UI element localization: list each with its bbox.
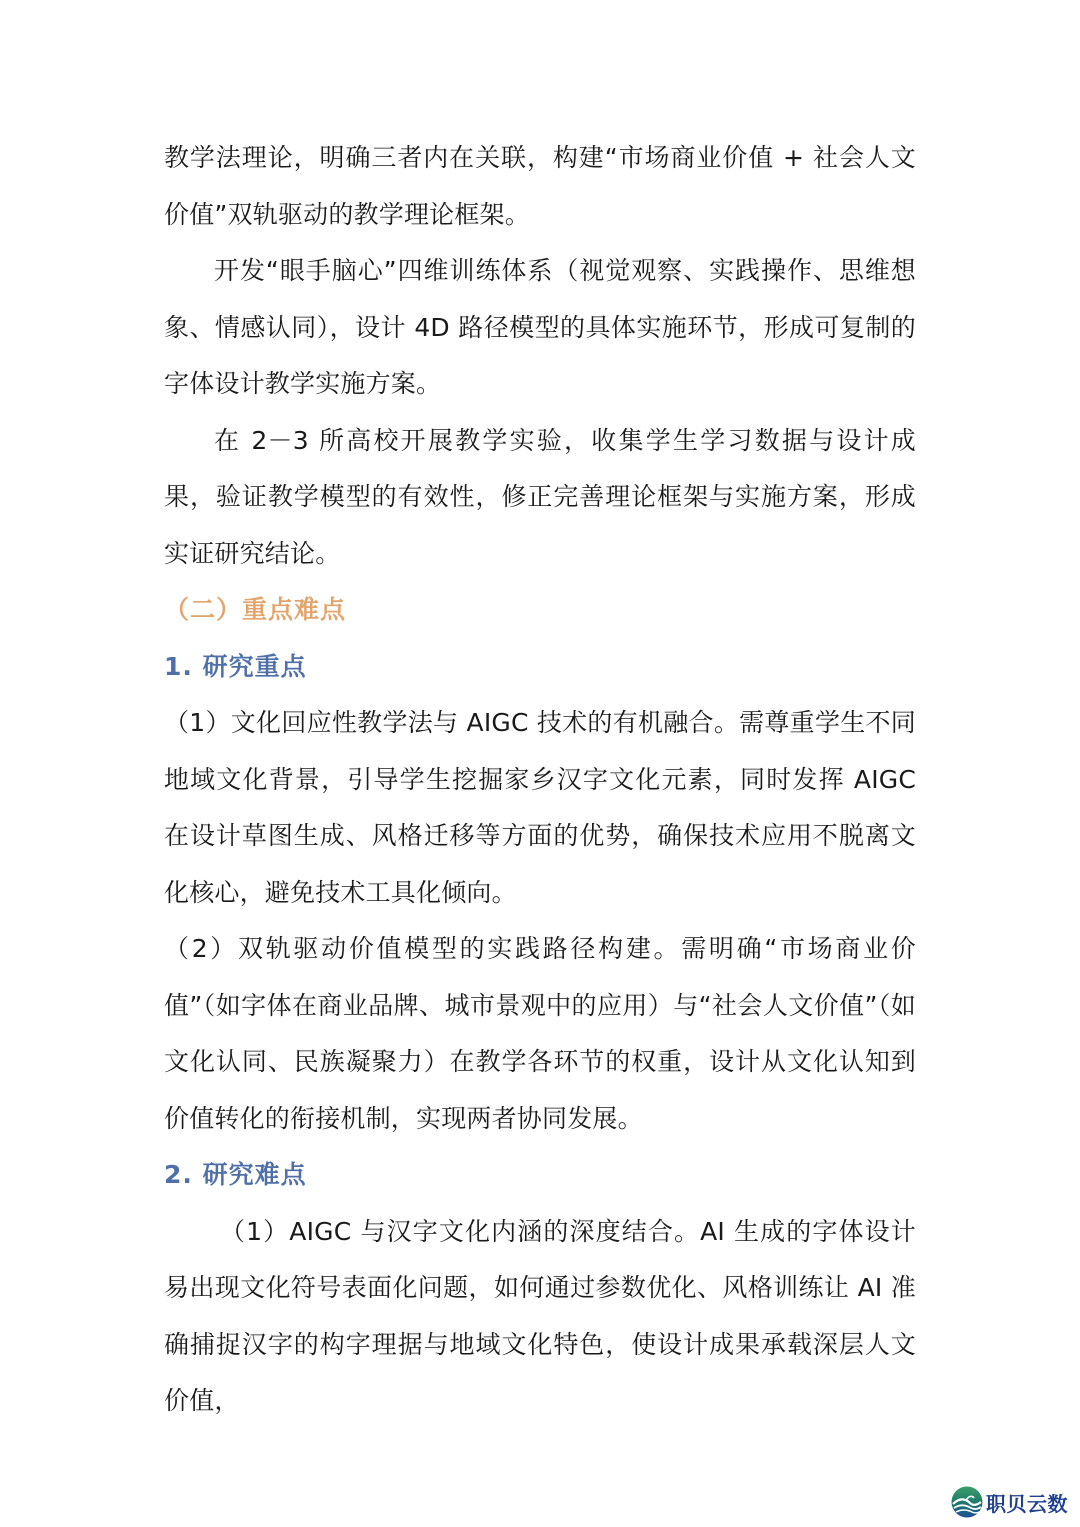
subheading-research-difficulty: 2. 研究难点 <box>164 1160 307 1189</box>
paragraph-theory-framework: 教学法理论，明确三者内在关联，构建“市场商业价值 + 社会人文价值”双轨驱动的教学理论框架。 <box>164 143 916 229</box>
paragraph-teaching-experiment: 在 2－3 所高校开展教学实验，收集学生学习数据与设计成果，验证教学模型的有效性，修正完善理论框架与实施方案，形成实证研究结论。 <box>164 425 916 568</box>
wave-globe-icon <box>950 1485 984 1519</box>
watermark-logo <box>950 1483 1068 1521</box>
focus-item-1: （1）文化回应性教学法与 AIGC 技术的有机融合。需尊重学生不同地域文化背景，引导学生挖掘家乡汉字文化元素，同时发挥 AIGC 在设计草图生成、风格迁移等方面的优势，确保技术应用不脱离文化核心，避免技术工具化倾向。 <box>164 708 916 907</box>
section-heading-key-difficulties: （二）重点难点 <box>164 595 347 624</box>
logo-text: 职贝云数 <box>986 1491 1068 1516</box>
difficulty-item-1: （1）AIGC 与汉字文化内涵的深度结合。AI 生成的字体设计易出现文化符号表面化问题，如何通过参数优化、风格训练让 AI 准确捕捉汉字的构字理据与地域文化特色，使设计成果承载深层人文价值， <box>164 1216 916 1415</box>
subheading-research-focus: 1. 研究重点 <box>164 651 307 681</box>
document-page <box>164 130 916 1430</box>
focus-item-2: （2）双轨驱动价值模型的实践路径构建。需明确“市场商业价值”（如字体在商业品牌、城市景观中的应用）与“社会人文价值”（如文化认同、民族凝聚力）在教学各环节的权重，设计从文化认知到价值转化的衔接机制，实现两者协同发展。 <box>164 934 916 1133</box>
paragraph-training-system: 开发“眼手脑心”四维训练体系（视觉观察、实践操作、思维想象、情感认同），设计 4D 路径模型的具体实施环节，形成可复制的字体设计教学实施方案。 <box>164 256 916 398</box>
